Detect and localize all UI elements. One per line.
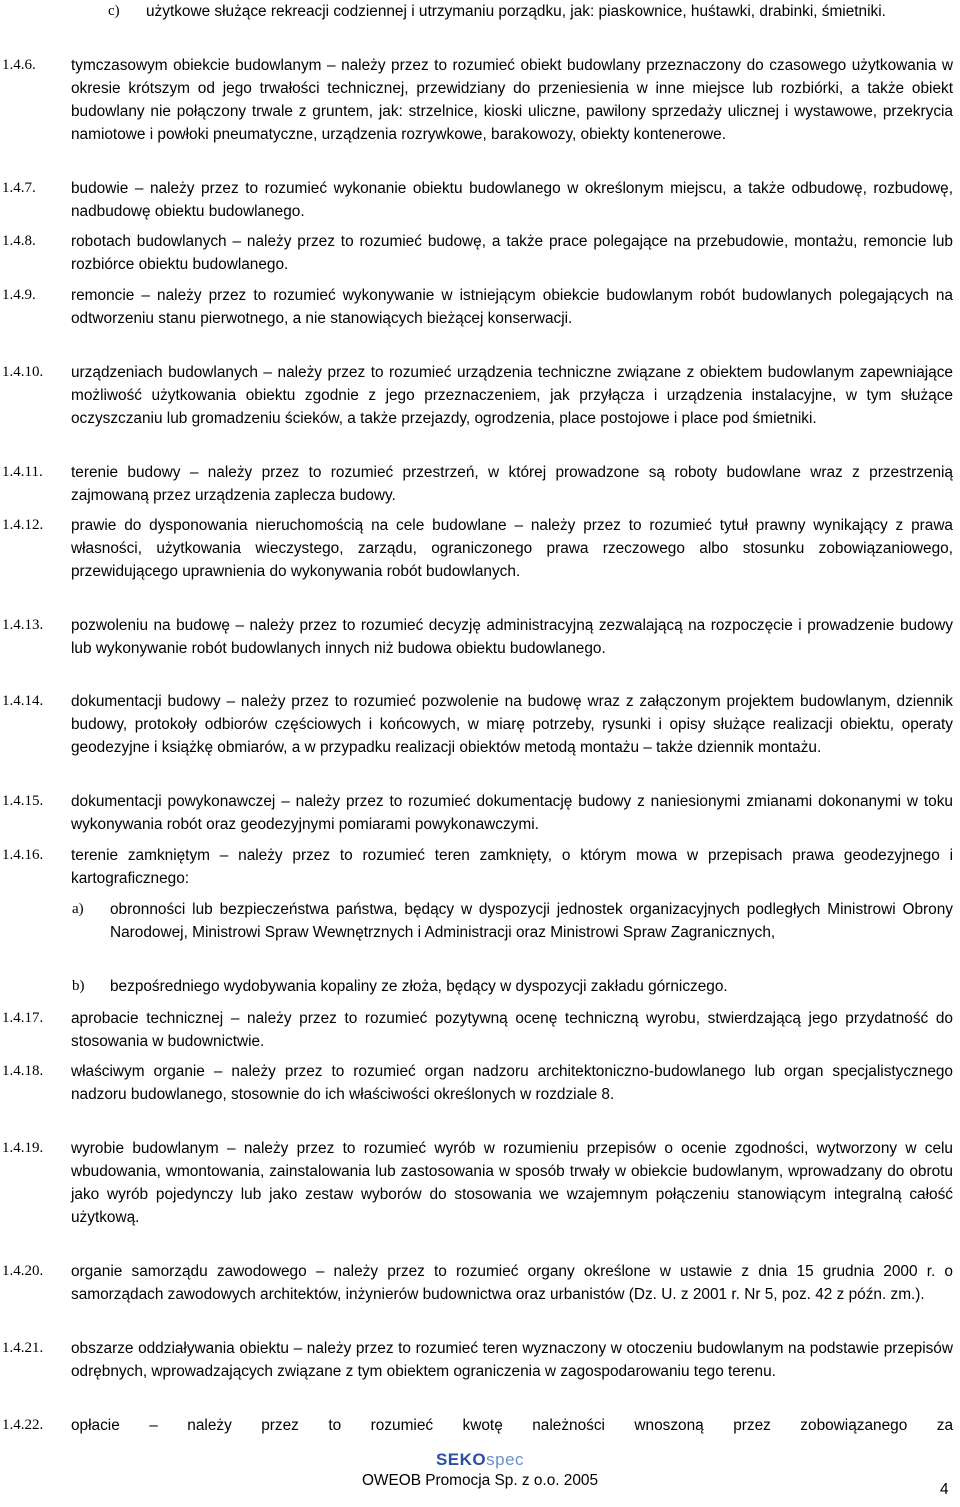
item-letter: c) (108, 3, 120, 19)
page-number: 4 (940, 1481, 949, 1498)
definition-number: 1.4.6. (2, 57, 36, 73)
definition-text: opłacie – należy przez to rozumieć kwotę należności wnoszoną przez zobowiązanego za (71, 1417, 953, 1434)
definition-number: 1.4.11. (2, 464, 43, 480)
definition-number: 1.4.18. (2, 1063, 44, 1079)
sub-item-text: obronności lub bezpieczeństwa państwa, będący w dyspozycji jednostek organizacyjnych podległych Ministrowi Obrony Narodowej, Ministrowi Spraw Wewnętrznych i Administracji oraz Ministrowi Spraw Zagranicznych, (110, 901, 953, 941)
sub-item-letter: b) (72, 978, 85, 994)
definition-text: robotach budowlanych – należy przez to rozumieć budowę, a także prace polegające na przebudowie, montażu, remoncie lub rozbiórce obiektu budowlanego. (71, 233, 953, 273)
definition-text: wyrobie budowlanym – należy przez to rozumieć wyrób w rozumieniu przepisów o ocenie zgodności, wytworzony w celu wbudowania, wmontowania, zainstalowania lub zastosowania w sposób trwały w obiekcie budowlanym, wprowadzany do obrotu jako wyrób pojedynczy lub jako zestaw wyborów do stosowania we wzajemnym połączeniu stanowiącym integralną całość użytkową. (71, 1140, 953, 1226)
definition-text: tymczasowym obiekcie budowlanym – należy przez to rozumieć obiekt budowlany przeznaczony do czasowego użytkowania w okresie krótszym od jego trwałości technicznej, przewidziany do przeniesienia w inne miejsce lub rozbiórki, a także obiekt budowlany nie połączony trwale z gruntem, jak: strzelnice, kioski uliczne, pawilony sprzedaży ulicznej i wystawowe, przekrycia namiotowe i powłoki pneumatyczne, urządzenia rozrywkowe, barakowozy, obiekty kontenerowe. (71, 57, 953, 143)
definition-text: terenie zamkniętym – należy przez to rozumieć teren zamknięty, o którym mowa w przepisach prawa geodezyjnego i kartograficznego: (71, 847, 953, 887)
definition-number: 1.4.10. (2, 364, 44, 380)
definition-number: 1.4.20. (2, 1263, 44, 1279)
definition-text: aprobacie technicznej – należy przez to rozumieć pozytywną ocenę techniczną wyrobu, stwierdzającą jego przydatność do stosowania w budownictwie. (71, 1010, 953, 1050)
definition-text: remoncie – należy przez to rozumieć wykonywanie w istniejącym obiekcie budowlanym robót budowlanych polegających na odtworzeniu stanu pierwotnego, a nie stanowiących bieżącej konserwacji. (71, 287, 953, 327)
logo-part-spec: spec (486, 1450, 525, 1469)
definition-text: dokumentacji budowy – należy przez to rozumieć pozwolenie na budowę wraz z załączonym projektem budowlanym, dziennik budowy, protokoły odbiorów częściowych i końcowych, w miarę potrzeby, rysunki i opisy służące realizacji obiektu, operaty geodezyjne i książkę obmiarów, a w przypadku realizacji obiektów metodą montażu – także dziennik montażu. (71, 693, 953, 756)
sub-item-letter: a) (72, 901, 84, 917)
definition-number: 1.4.17. (2, 1010, 44, 1026)
definition-text: prawie do dysponowania nieruchomością na cele budowlane – należy przez to rozumieć tytuł prawny wynikający z prawa własności, użytkowania wieczystego, zarządu, ograniczonego prawa rzeczowego albo stosunku zobowiązaniowego, przewidującego uprawnienia do wykonywania robót budowlanych. (71, 517, 953, 580)
definition-number: 1.4.13. (2, 617, 44, 633)
footer-logo (0, 1450, 960, 1470)
definition-number: 1.4.14. (2, 693, 44, 709)
definition-text: dokumentacji powykonawczej – należy przez to rozumieć dokumentację budowy z naniesionymi zmianami dokonanymi w toku wykonywania robót oraz geodezyjnymi pomiarami powykonawczymi. (71, 793, 953, 833)
definition-text: właściwym organie – należy przez to rozumieć organ nadzoru architektoniczno-budowlanego lub organ specjalistycznego nadzoru budowlanego, stosownie do ich właściwości określonych w rozdziale 8. (71, 1063, 953, 1103)
item-text: użytkowe służące rekreacji codziennej i utrzymaniu porządku, jak: piaskownice, huśtawki, drabinki, śmietniki. (146, 3, 886, 20)
footer-company: OWEOB Promocja Sp. z o.o. 2005 (361, 1472, 599, 1489)
definition-text: obszarze oddziaływania obiektu – należy przez to rozumieć teren wyznaczony w otoczeniu budowlanym na podstawie przepisów odrębnych, wprowadzających związane z tym obiektem ograniczenia w zagospodarowaniu tego terenu. (71, 1340, 953, 1380)
definition-text: pozwoleniu na budowę – należy przez to rozumieć decyzję administracyjną zezwalającą na rozpoczęcie i prowadzenie budowy lub wykonywanie robót budowlanych innych niż budowa obiektu budowlanego. (71, 617, 953, 657)
definition-text: urządzeniach budowlanych – należy przez to rozumieć urządzenia techniczne związane z obiektem budowlanym zapewniające możliwość użytkowania obiektu zgodnie z jego przeznaczeniem, jak przyłącza i urządzenia instalacyjne, w tym służące oczyszczaniu lub gromadzeniu ścieków, a także przejazdy, ogrodzenia, place postojowe i place pod śmietniki. (71, 364, 953, 427)
logo-part-seko: SEKO (435, 1450, 487, 1469)
definition-number: 1.4.12. (2, 517, 44, 533)
definition-number: 1.4.9. (2, 287, 36, 303)
sub-item-text: bezpośredniego wydobywania kopaliny ze złoża, będący w dyspozycji zakładu górniczego. (110, 978, 728, 995)
definition-number: 1.4.7. (2, 180, 36, 196)
definition-text: terenie budowy – należy przez to rozumieć przestrzeń, w której prowadzone są roboty budowlane wraz z przestrzenią zajmowaną przez urządzenia zaplecza budowy. (71, 464, 953, 504)
definition-number: 1.4.22. (2, 1417, 44, 1433)
definition-text: organie samorządu zawodowego – należy przez to rozumieć organy określone w ustawie z dnia 15 grudnia 2000 r. o samorządach zawodowych architektów, inżynierów budownictwa oraz urbanistów (Dz. U. z 2001 r. Nr 5, poz. 42 z późn. zm.). (71, 1263, 953, 1303)
definition-number: 1.4.19. (2, 1140, 44, 1156)
definition-number: 1.4.15. (2, 793, 44, 809)
definition-number: 1.4.16. (2, 847, 44, 863)
definition-text: budowie – należy przez to rozumieć wykonanie obiektu budowlanego w określonym miejscu, a także odbudowę, rozbudowę, nadbudowę obiektu budowlanego. (71, 180, 953, 220)
definition-number: 1.4.21. (2, 1340, 44, 1356)
definition-number: 1.4.8. (2, 233, 36, 249)
